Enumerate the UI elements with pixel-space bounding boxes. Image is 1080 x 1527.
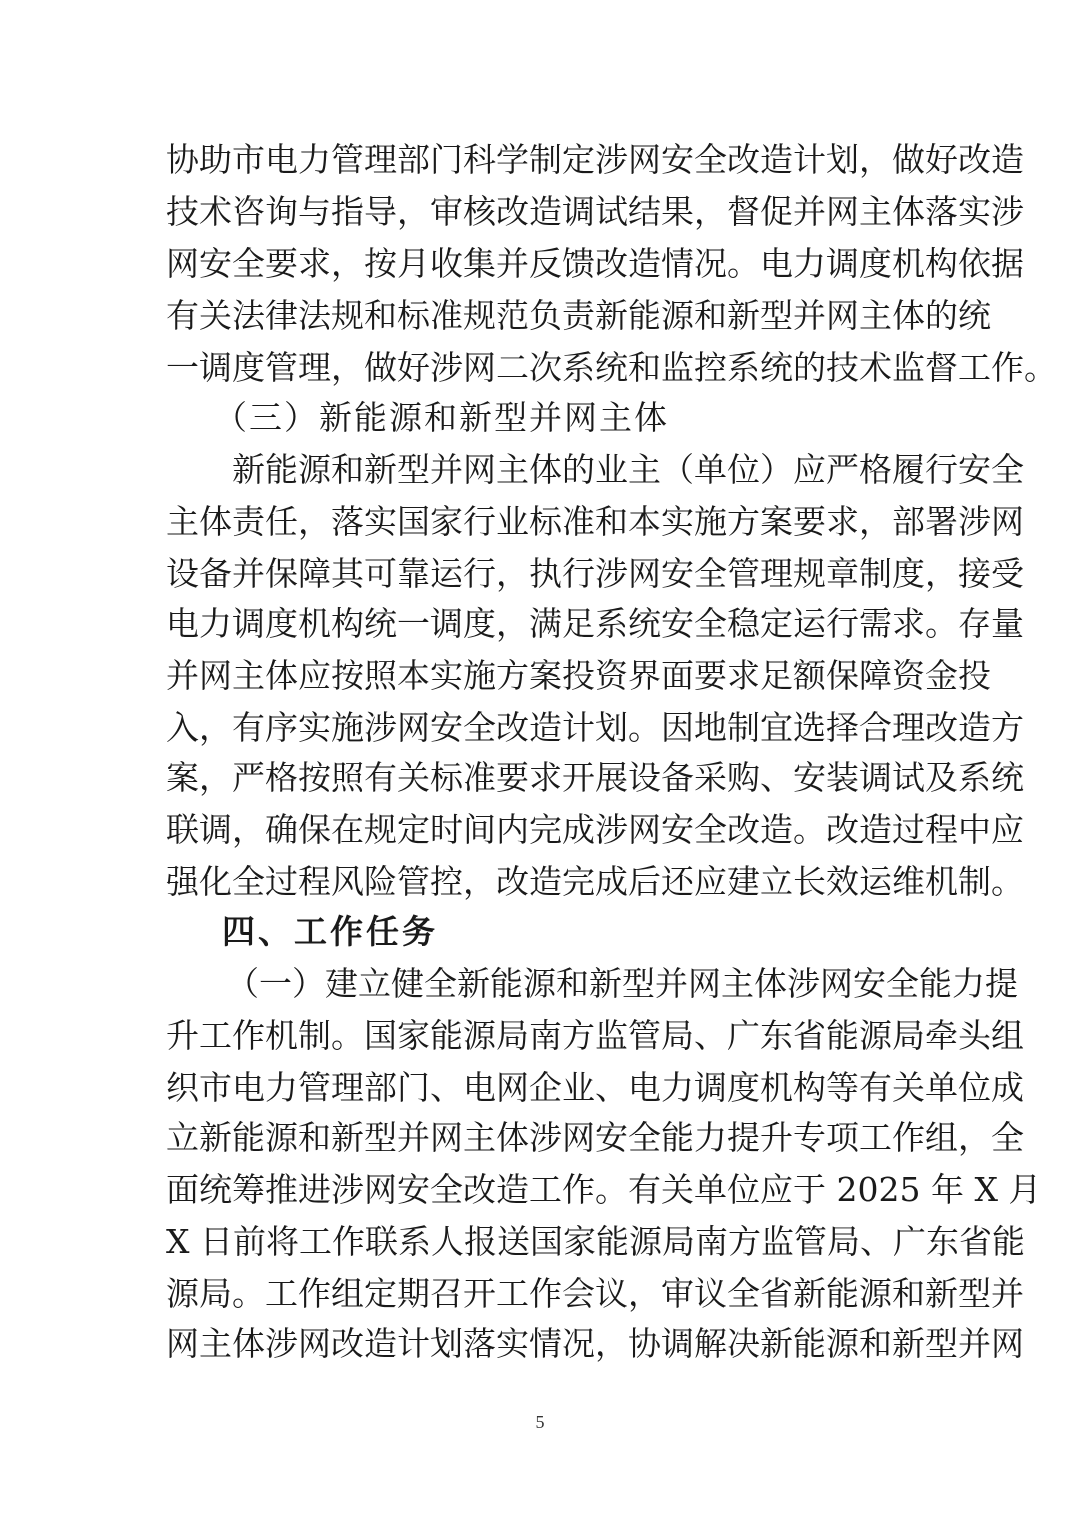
paragraph-line: 并网主体应按照本实施方案投资界面要求足额保障资金投 [166, 656, 991, 695]
paragraph-line: X 日前将工作联系人报送国家能源局南方监管局、广东省能 [166, 1222, 1025, 1261]
paragraph-line: 新能源和新型并网主体的业主（单位）应严格履行安全 [232, 450, 1024, 489]
paragraph-line: 强化全过程风险管控，改造完成后还应建立长效运维机制。 [166, 862, 1024, 901]
paragraph-line: 入，有序实施涉网安全改造计划。因地制宜选择合理改造方 [166, 708, 1024, 747]
paragraph-line: 网安全要求，按月收集并反馈改造情况。电力调度机构依据 [166, 244, 1024, 283]
paragraph-line: 织市电力管理部门、电网企业、电力调度机构等有关单位成 [166, 1068, 1024, 1107]
paragraph-line: 源局。工作组定期召开工作会议，审议全省新能源和新型并 [166, 1274, 1024, 1313]
paragraph-line: 设备并保障其可靠运行，执行涉网安全管理规章制度，接受 [166, 554, 1024, 593]
paragraph-line: 立新能源和新型并网主体涉网安全能力提升专项工作组，全 [166, 1118, 1024, 1157]
paragraph-line: 技术咨询与指导，审核改造调试结果，督促并网主体落实涉 [166, 192, 1024, 231]
paragraph-line: 协助市电力管理部门科学制定涉网安全改造计划，做好改造 [166, 140, 1024, 179]
paragraph-line: 案，严格按照有关标准要求开展设备采购、安装调试及系统 [166, 758, 1024, 797]
paragraph-line: 升工作机制。国家能源局南方监管局、广东省能源局牵头组 [166, 1016, 1024, 1055]
section-heading: 四、工作任务 [222, 912, 438, 951]
paragraph-line: 网主体涉网改造计划落实情况，协调解决新能源和新型并网 [166, 1324, 1024, 1363]
paragraph-line: 主体责任，落实国家行业标准和本实施方案要求，部署涉网 [166, 502, 1024, 541]
paragraph-line: 一调度管理，做好涉网二次系统和监控系统的技术监督工作。 [166, 348, 1057, 387]
paragraph-line: 电力调度机构统一调度，满足系统安全稳定运行需求。存量 [166, 604, 1024, 643]
page-number: 5 [535, 1412, 545, 1432]
paragraph-line: 面统筹推进涉网安全改造工作。有关单位应于 2025 年 X 月 [166, 1170, 1042, 1209]
paragraph-line: 有关法律法规和标准规范负责新能源和新型并网主体的统 [166, 296, 991, 335]
subheading-3: （三）新能源和新型并网主体 [214, 398, 669, 437]
paragraph-line: （一）建立健全新能源和新型并网主体涉网安全能力提 [226, 964, 1018, 1003]
paragraph-line: 联调，确保在规定时间内完成涉网安全改造。改造过程中应 [166, 810, 1024, 849]
